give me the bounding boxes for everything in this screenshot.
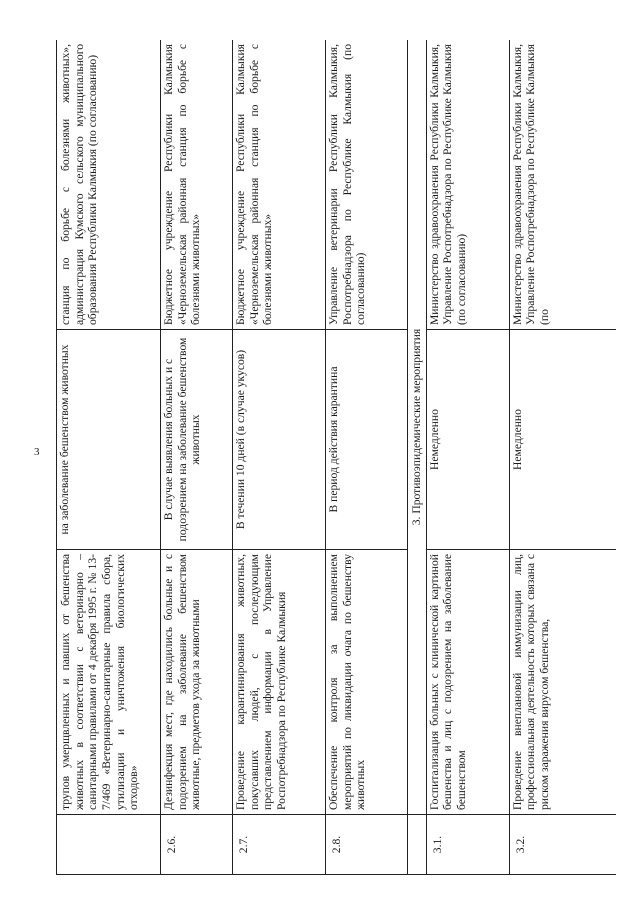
row-responsible: Бюджетное учреждение Республики Калмыкия «Черноземельская районная станция по борьбе с болезнями животных» [161, 40, 233, 330]
row-action: Обеспечение контроля за выполнением мероприятий по ликвидации очага по бешенству животных [326, 550, 408, 815]
table-row [326, 40, 408, 875]
row-action: Дезинфекция мест, где находились больные и с подозрением на заболевание бешенством животные, предметов ухода за животными [161, 550, 233, 815]
section-title: 3. Противоэпидемические мероприятия [408, 40, 427, 815]
row-action: Проведение карантинирования животных, покусавших людей, с последующим представлением информации в Управление Роспотребнадзора по Республике Калмыкия [233, 550, 326, 815]
table-row [57, 40, 161, 875]
row-number: 3.2. [509, 815, 616, 875]
row-action: Госпитализация больных с клинической картиной бешенства и лиц с подозрением на заболевание бешенством [426, 550, 509, 815]
row-time: В течении 10 дней (в случае укусов) [233, 330, 326, 550]
row-number: 2.8. [326, 815, 408, 875]
table-row [161, 40, 233, 875]
table-row [233, 40, 326, 875]
section-spacer [408, 815, 427, 875]
row-time: Немедленно [426, 330, 509, 550]
row-number: 3.1. [426, 815, 509, 875]
table-row [509, 40, 616, 875]
row-time: В случае выявления больных и с подозрением на заболевание бешенством животных [161, 330, 233, 550]
row-action: трупов умерщвленных и павших от бешенства животных в соответствии с ветеринарно – санитарными правилами от 4 декабря 1995 г. № 13-7/469 «Ветеринарно-санитарные правила сбора, утилизации и уничтожения биологических отходов» [57, 550, 161, 815]
row-responsible: станция по борьбе с болезнями животных», администрация Кумского сельского муниципального образования Республики Калмыкия (по согласованию) [57, 40, 161, 330]
table-row [426, 40, 509, 875]
page-number: 3 [34, 446, 40, 458]
rotated-content [56, 40, 616, 875]
row-responsible: Управление ветеринарии Республики Калмыкия, Роспотребнадзора по Республике Калмыкия (по согласованию) [326, 40, 408, 330]
row-number: 2.7. [233, 815, 326, 875]
row-number: 2.6. [161, 815, 233, 875]
row-action: Проведение внеплановой иммунизации лиц, профессиональная деятельность которых связана с риском заражения вирусом бешенства, [509, 550, 616, 815]
row-time: Немедленно [509, 330, 616, 550]
measures-table [56, 40, 616, 875]
row-number [57, 815, 161, 875]
rotated-table-area [56, 40, 616, 875]
row-time: на заболевание бешенством животных [57, 330, 161, 550]
row-responsible: Бюджетное учреждение Республики Калмыкия «Черноземельская районная станция по борьбе с болезнями животных» [233, 40, 326, 330]
row-responsible: Министерство здравоохранения Республики Калмыкия, Управление Роспотребнадзора по Республике Калмыкия (по согласованию) [426, 40, 509, 330]
row-responsible: Министерство здравоохранения Республики Калмыкия, Управление Роспотребнадзора по Республике Калмыкия (по [509, 40, 616, 330]
row-time: В период действия карантина [326, 330, 408, 550]
section-row [408, 40, 427, 875]
